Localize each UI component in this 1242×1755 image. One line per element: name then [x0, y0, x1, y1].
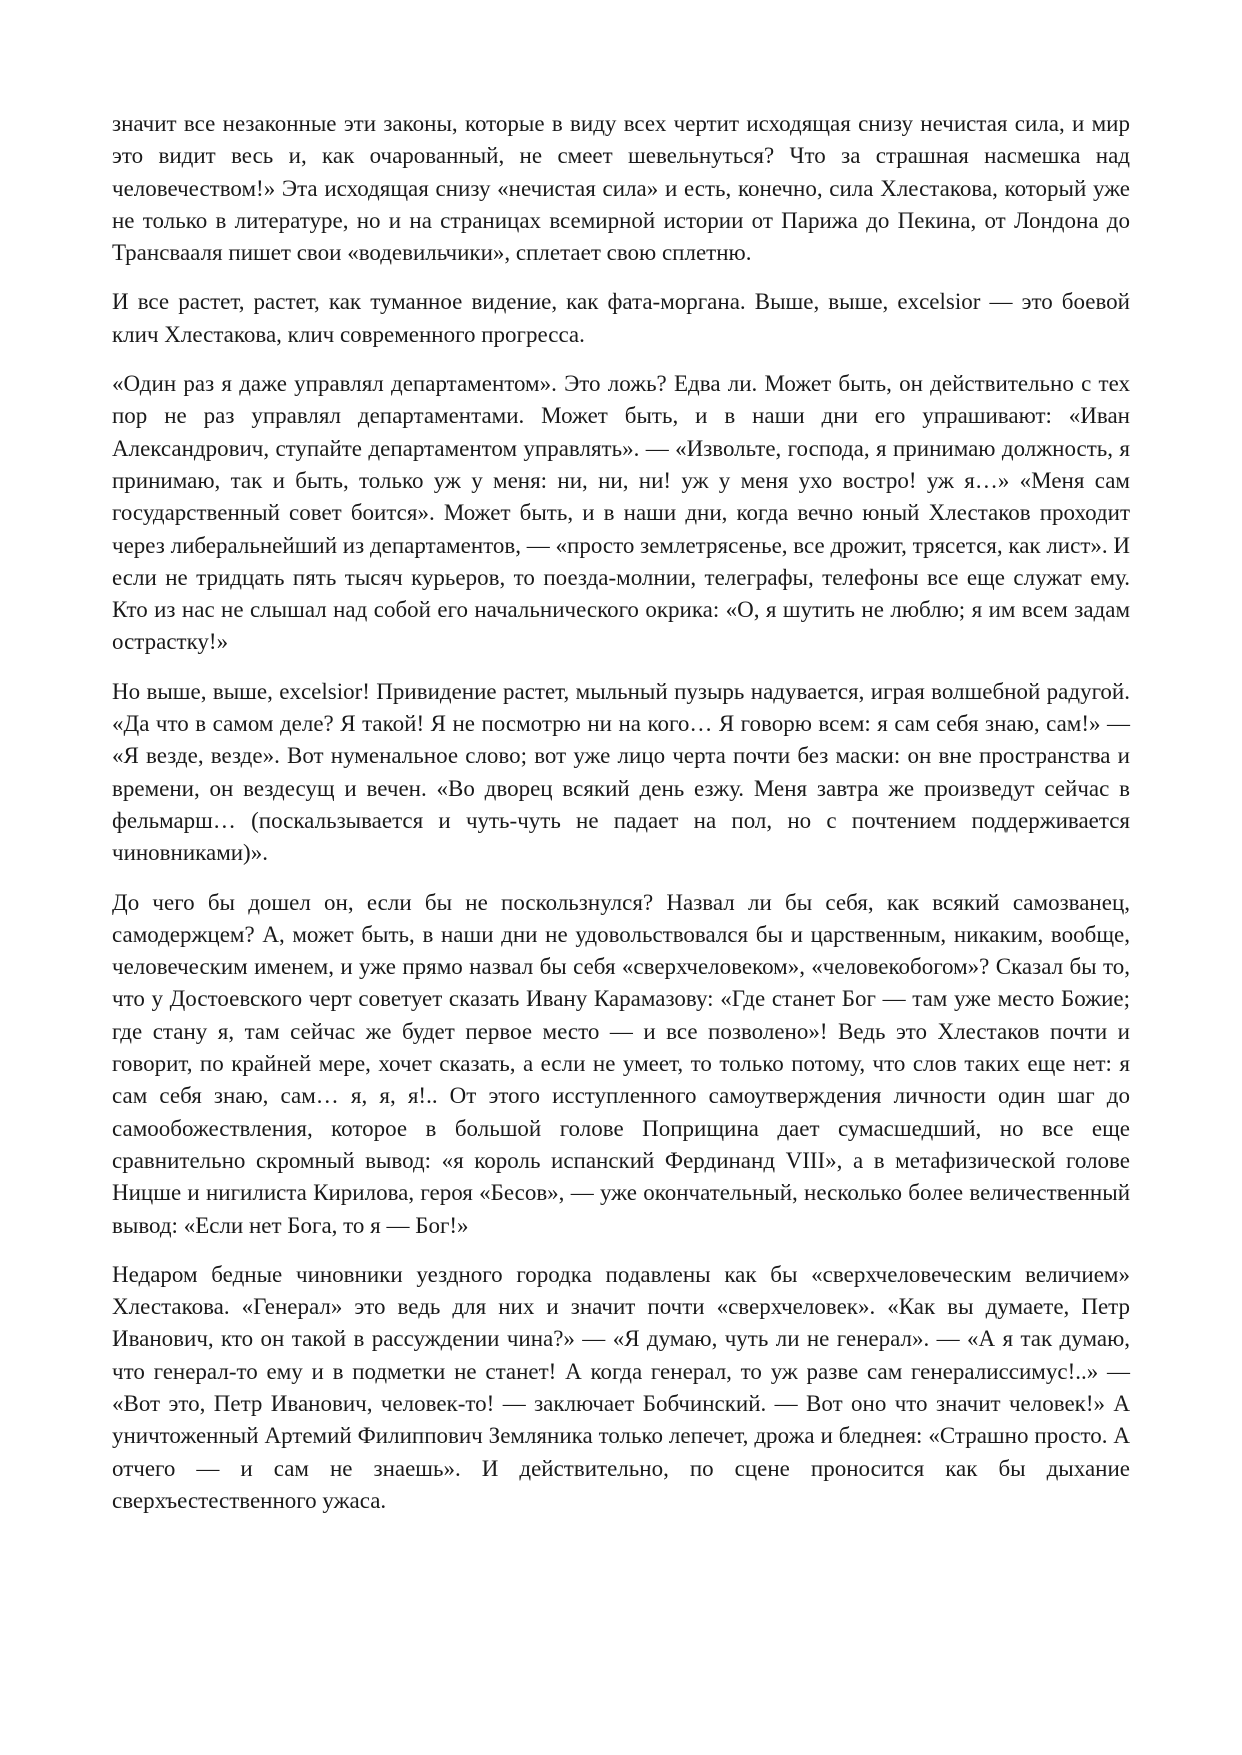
- paragraph-5: До чего бы дошел он, если бы не поскользнулся? Назвал ли бы себя, как всякий самозванец, самодержцем? А, может быть, в наши дни не удовольствовался бы и царственным, никаким, вообще, человеческим именем, и уже прямо назвал бы себя «сверхчеловеком», «человекобогом»? Сказал бы то, что у Достоевского черт советует сказать Ивану Карамазову: «Где станет Бог — там уже место Божие; где стану я, там сейчас же будет первое место — и все позволено»! Ведь это Хлестаков почти и говорит, по крайней мере, хочет сказать, а если не умеет, то только потому, что слов таких еще нет: я сам себя знаю, сам… я, я, я!.. От этого исступленного самоутверждения личности один шаг до самообожествления, которое в большой голове Поприщина дает сумасшедший, но все еще сравнительно скромный вывод: «я король испанский Фердинанд VIII», а в метафизической голове Ницше и нигилиста Кирилова, героя «Бесов», — уже окончательный, несколько более величественный вывод: «Если нет Бога, то я — Бог!»: [112, 889, 1130, 1238]
- paragraph-2: И все растет, растет, как туманное видение, как фата-моргана. Выше, выше, excelsior — это боевой клич Хлестакова, клич современного прогресса.: [112, 289, 1130, 347]
- paragraph-4: Но выше, выше, excelsior! Привидение растет, мыльный пузырь надувается, играя волшебной радугой. «Да что в самом деле? Я такой! Я не посмотрю ни на кого… Я говорю всем: я сам себя знаю, сам!» — «Я везде, везде». Вот нуменальное слово; вот уже лицо черта почти без маски: он вне пространства и времени, он вездесущ и вечен. «Во дворец всякий день езжу. Меня завтра же произведут сейчас в фельмарш… (поскальзывается и чуть-чуть не падает на пол, но с почтением поддерживается чиновниками)».: [112, 678, 1130, 866]
- paragraph-1: значит все незаконные эти законы, которые в виду всех чертит исходящая снизу нечистая сила, и мир это видит весь и, как очарованный, не смеет шевельнуться? Что за страшная насмешка над человечеством!» Эта исходящая снизу «нечистая сила» и есть, конечно, сила Хлестакова, который уже не только в литературе, но и на страницах всемирной истории от Парижа до Пекина, от Лондона до Трансвааля пишет свои «водевильчики», сплетает свою сплетню.: [112, 111, 1130, 266]
- paragraph-6: Недаром бедные чиновники уездного городка подавлены как бы «сверхчеловеческим величием» Хлестакова. «Генерал» это ведь для них и значит почти «сверхчеловек». «Как вы думаете, Петр Иванович, кто он такой в рассуждении чина?» — «Я думаю, чуть ли не генерал». — «А я так думаю, что генерал-то ему и в подметки не станет! А когда генерал, то уж разве сам генералиссимус!..» — «Вот это, Петр Иванович, человек-то! — заключает Бобчинский. — Вот оно что значит человек!» А уничтоженный Артемий Филиппович Земляника только лепечет, дрожа и бледнея: «Страшно просто. А отчего — и сам не знаешь». И действительно, по сцене проносится как бы дыхание сверхъестественного ужаса.: [112, 1261, 1130, 1513]
- document-page: [112, 108, 1130, 1534]
- paragraph-3: «Один раз я даже управлял департаментом». Это ложь? Едва ли. Может быть, он действительно с тех пор не раз управлял департаментами. Может быть, и в наши дни его упрашивают: «Иван Александрович, ступайте департаментом управлять». — «Извольте, господа, я принимаю должность, я принимаю, так и быть, только уж у меня: ни, ни, ни! уж у меня ухо востро! уж я…» «Меня сам государственный совет боится». Может быть, и в наши дни, когда вечно юный Хлестаков проходит через либеральнейший из департаментов, — «просто землетрясенье, все дрожит, трясется, как лист». И если не тридцать пять тысяч курьеров, то поезда-молнии, телеграфы, телефоны все еще служат ему. Кто из нас не слышал над собой его начальнического окрика: «О, я шутить не люблю; я им всем задам острастку!»: [112, 371, 1130, 655]
